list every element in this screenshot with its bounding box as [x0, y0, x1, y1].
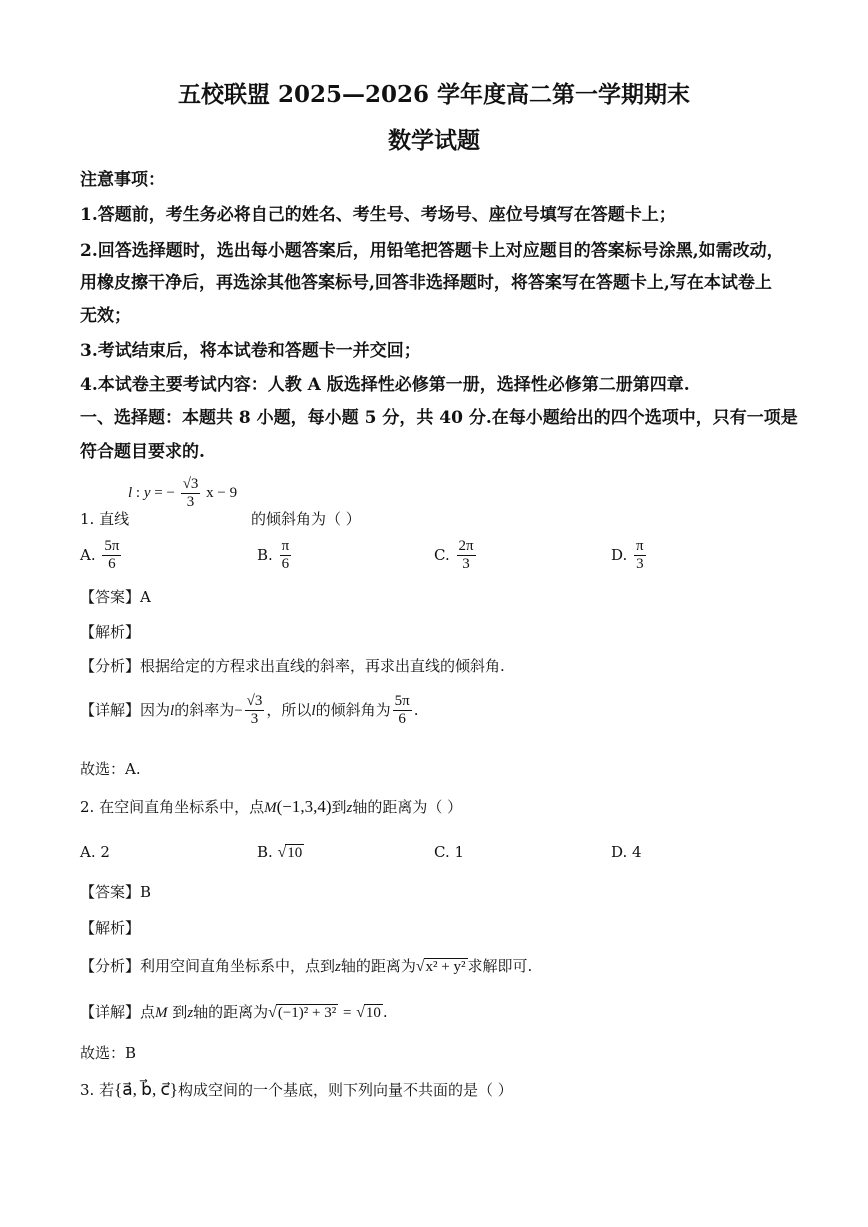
exam-title: 五校联盟 2025—2026 学年度高二第一学期期末: [177, 81, 691, 108]
q3-stem: 3. 若{a⃗, b⃗, c⃗}构成空间的一个基底，则下列向量不共面的是（ ）: [80, 1080, 513, 1099]
q1-choice: 故选：A.: [80, 760, 141, 778]
q2-option-a: A. 2: [80, 843, 110, 861]
q2-fenxi: 【分析】利用空间直角坐标系中，点到z轴的距离为√x² + y² 求解即可.: [80, 957, 533, 975]
q1-analysis-label: 【解析】: [80, 623, 141, 641]
q1-stem: 1. 直线: [80, 510, 130, 528]
notice-item-2-line-3: 无效；: [80, 306, 131, 326]
q2-option-c: C. 1: [434, 843, 465, 861]
notice-item-2-line-1: 2.回答选择题时，选出每小题答案后，用铅笔把答题卡上对应题目的答案标号涂黑,如需改动，: [80, 241, 784, 261]
notice-item-3: 3.考试结束后，将本试卷和答题卡一并交回；: [80, 341, 421, 361]
q1-option-b: B. $\frac{\pi}{6}$: [257, 538, 290, 573]
notice-item-4: 4.本试卷主要考试内容：人教 A 版选择性必修第一册，选择性必修第二册第四章.: [80, 375, 690, 395]
notice-item-2-line-2: 用橡皮擦干净后，再选涂其他答案标号,回答非选择题时，将答案写在答题卡上,写在本试卷上: [80, 273, 772, 293]
section-1-heading-line-2: 符合题目要求的.: [80, 442, 205, 462]
q1-formula: l : y = − $\frac{√3}{3}$ x − 9: [128, 476, 238, 511]
q2-analysis-label: 【解析】: [80, 919, 141, 937]
q1-option-a: A. $\frac{5\pi}{6}$: [80, 538, 120, 573]
q1-option-c: C. $\frac{2\pi}{3}$: [434, 538, 474, 573]
notice-heading: 注意事项：: [80, 170, 165, 190]
q2-option-d: D. 4: [611, 843, 642, 861]
q1-detail: 【详解】因为l的斜率为− $\frac{√3}{3}$ ，所以l的倾斜角为 $\frac{5\pi}{6}$ .: [80, 693, 419, 728]
q2-choice: 故选：B: [80, 1044, 137, 1062]
q1-option-d: D. $\frac{\pi}{3}$: [611, 538, 644, 573]
q1-stem-suffix: 的倾斜角为（ ）: [251, 510, 361, 528]
section-1-heading-line-1: 一、选择题：本题共 8 小题，每小题 5 分，共 40 分.在每小题给出的四个选项中，只有一项是: [80, 408, 798, 428]
q2-stem: 2. 在空间直角坐标系中，点M(−1,3,4)到z轴的距离为（ ）: [80, 797, 463, 816]
q1-answer: 【答案】A: [80, 588, 151, 606]
exam-subtitle: 数学试题: [388, 127, 480, 154]
q1-fenxi: 【分析】根据给定的方程求出直线的斜率，再求出直线的倾斜角.: [80, 657, 505, 675]
q2-option-b: B. √10: [257, 843, 303, 861]
q2-detail: 【详解】点M 到z轴的距离为√(−1)² + 3² = √10 .: [80, 1003, 388, 1021]
q2-answer: 【答案】B: [80, 883, 152, 901]
notice-item-1: 1.答题前，考生务必将自己的姓名、考生号、考场号、座位号填写在答题卡上；: [80, 205, 676, 225]
